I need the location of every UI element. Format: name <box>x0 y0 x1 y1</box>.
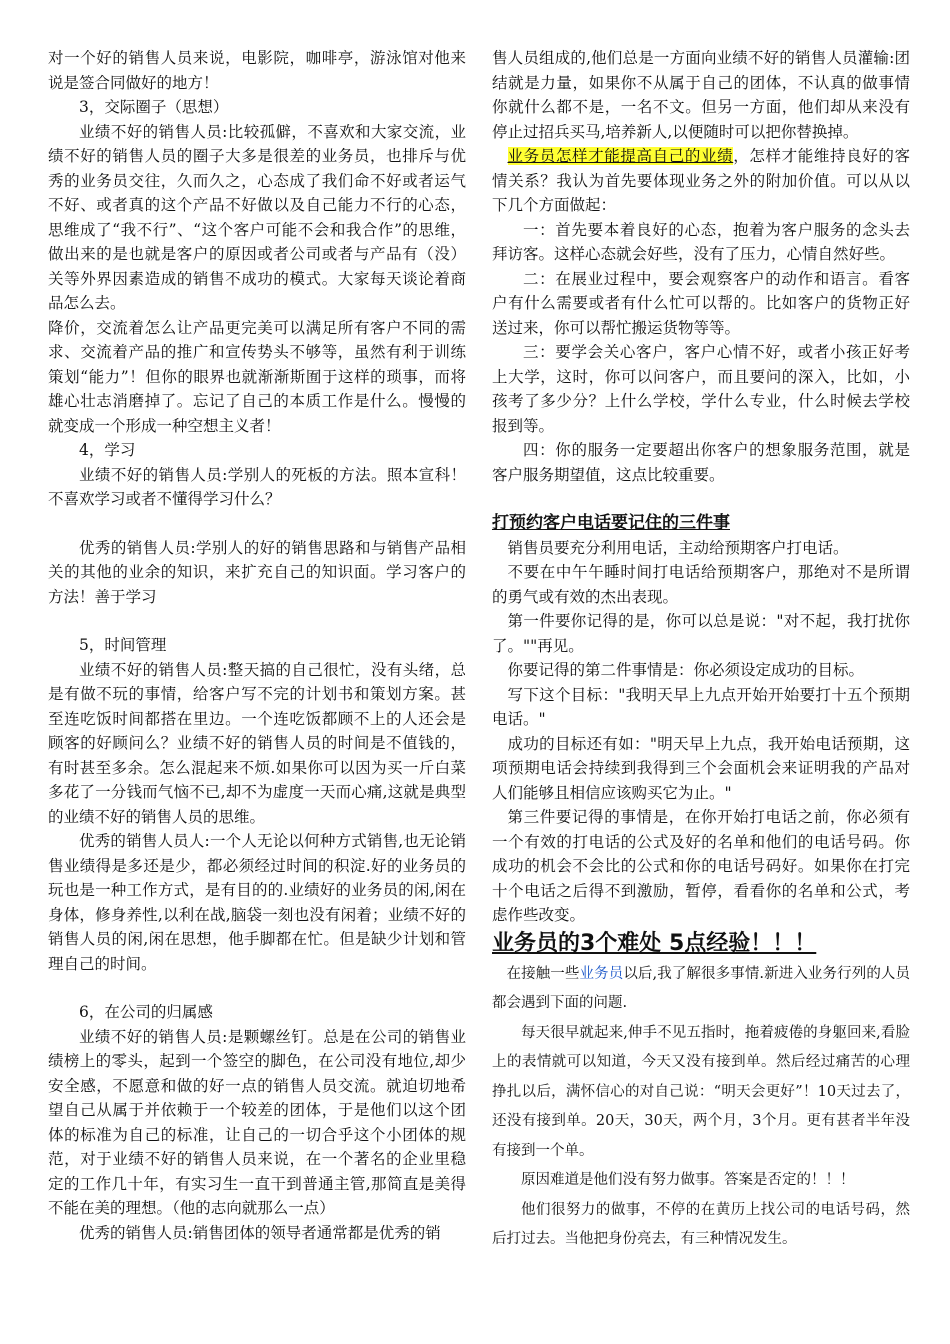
paragraph: 业绩不好的销售人员:是颗螺丝钉。总是在公司的销售业绩榜上的零头，起到一个签空的脚色，在公司没有地位,却少安全感，不愿意和做的好一点的销售人员交流。就迫切地希望自己从属于并依赖于一个较差的团体，于是他们以这个团体的标准为自己的标准，让自己的一切合乎这个小团体的规范，对于业绩不好的销售人员来说，在一个著名的企业里稳定的工作几十年，有实习生一直干到普通主管,那简直是美得不能在美的理想。（他的志向就那么一点） <box>48 1027 466 1217</box>
highlighted-phrase: 业务员怎样才能提高自己的业绩 <box>507 147 734 165</box>
paragraph: 不要在中午午睡时间打电话给预期客户，那绝对不是所谓的勇气或有效的杰出表现。 <box>492 563 910 606</box>
paragraph: 业绩不好的销售人员:学别人的死板的方法。照本宣科！不喜欢学习或者不懂得学习什么？ <box>48 465 466 508</box>
paragraph: 第一件要你记得的是，你可以总是说："对不起，我打扰你了。""再见。 <box>492 612 910 655</box>
list-item: 一：首先要本着良好的心态，抱着为客户服务的念头去拜访客。这样心态就会好些，没有了压力，心情自然好些。 <box>492 220 910 263</box>
paragraph: 业绩不好的销售人员:整天搞的自己很忙，没有头绪，总是有做不玩的事情，给客户写不完的计划书和策划方案。甚至连吃饭时间都搭在里边。一个连吃饭都顾不上的人还会是顾客的好顾问么？业绩不好的销售人员的时间是不值钱的，有时甚至多余。怎么混起来不烦.如果你可以因为买一斤白菜多花了一分钱而气恼不已,却不为虚度一天而心痛,这就是典型的业绩不好的销售人员的思维。 <box>48 660 466 826</box>
spacer <box>48 976 466 1000</box>
section-title-big <box>492 928 910 960</box>
paragraph: 优秀的销售人员:学别人的好的销售思路和与销售产品相 关的其他的业余的知识，来扩充自己的知识面。学习客户的方法！善于学习 <box>48 538 466 606</box>
salesperson-link[interactable]: 业务员 <box>579 965 624 982</box>
section-heading-6: 6，在公司的归属感 <box>79 1003 213 1021</box>
spacer <box>492 487 910 511</box>
section-heading-3: 3，交际圈子（思想） <box>79 98 229 116</box>
list-item: 四：你的服务一定要超出你客户的想象服务范围，就是客户服务期望值，这点比较重要。 <box>492 441 910 484</box>
paragraph: 每天很早就起来,伸手不见五指时，拖着疲倦的身躯回来,看脸上的表情就可以知道，今天又没有接到单。然后经过痛苦的心理挣扎以后，满怀信心的对自己说：“明天会更好”！10天过去了，还没有接到单。20天，30天，两个月，3个月。更有甚者半年没有接到一个单。 <box>492 1024 910 1159</box>
paragraph: 优秀的销售人员人:一个人无论以何种方式销售,也无论销售业绩得是多还是少，都必须经过时间的积淀.好的业务员的玩也是一种工作方式，是有目的的.业绩好的业务员的闲,闲在身体，修身养性,以利在战,脑袋一刻也没有闲着；业绩不好的销售人员的闲,闲在思想，他手脚都在忙。但是缺少计划和管理自己的时间。 <box>48 832 466 973</box>
paragraph: 你要记得的第二件事情是：你必须设定成功的目标。 <box>507 661 865 679</box>
paragraph-text: 在接触一些 <box>506 965 580 982</box>
paragraph-text: ，怎样才能维持良好的客情关系？我认为首先要体现业务之外的附加价值。可以从以下几个方面做起： <box>492 147 910 214</box>
section-title-phone: 打预约客户电话要记住的三件事 <box>492 513 730 533</box>
section-heading-5: 5，时间管理 <box>79 636 167 654</box>
paragraph: 优秀的销售人员:销售团体的领导者通常都是优秀的销 <box>79 1223 441 1242</box>
big-title-text: 业务员的3个难处 5点经验！！！ <box>492 930 817 956</box>
list-item: 二：在展业过程中，要会观察客户的动作和语言。看客户有什么需要或者有什么忙可以帮的。比如客户的货物正好送过来，你可以帮忙搬运货物等等。 <box>492 269 910 337</box>
paragraph: 业绩不好的销售人员:比较孤僻，不喜欢和大家交流，业绩不好的销售人员的圈子大多是很差的业务员，也排斥与优秀的业务员交往，久而久之，心态成了我们命不好或者运气不好、或者真的这个产品不好做以及自己能力不行的心态，思维成了“我不行”、“这个客户可能不会和我合作”的思维，做出来的是也就是客户的原因或者公司或者与产品有（没）关等外界因素造成的销售不成功的模式。大家每天谈论着商品怎么去。 <box>48 122 466 312</box>
paragraph: 销售员要充分利用电话，主动给预期客户打电话。 <box>507 538 849 557</box>
spacer <box>48 609 466 633</box>
paragraph: 原因难道是他们没有努力做事。答案是否定的！！！ <box>521 1172 855 1188</box>
paragraph: 降价，交流着怎么让产品更完美可以满足所有客户不同的需求、交流着产品的推广和宣传势头不够等，虽然有利于训练策划“能力”！但你的眼界也就渐渐斯囿于这样的琐事，而将雄心壮志消磨掉了。忘记了自己的本质工作是什么。慢慢的就变成一个形成一种空想主义者！ <box>48 318 466 435</box>
paragraph: 写下这个目标："我明天早上九点开始开始要打十五个预期电话。" <box>492 685 910 728</box>
section-heading-4: 4，学习 <box>79 441 136 459</box>
paragraph: 对一个好的销售人员来说，电影院，咖啡亭，游泳馆对他来说是签合同做好的地方！ <box>48 49 466 92</box>
paragraph <box>492 960 910 1019</box>
left-column <box>48 46 466 1245</box>
spacer <box>48 512 466 536</box>
list-item: 三：要学会关心客户，客户心情不好，或者小孩正好考上大学，这时，你可以问客户，而且要问的深入，比如，小孩考了多少分？上什么学校，学什么专业，什么时候去学校报到等。 <box>492 343 910 435</box>
paragraph-text: 以后,我了解很多事情.新进入业务行列的人员都会遇到下面的问题. <box>492 965 911 1011</box>
paragraph: 成功的目标还有如："明天早上九点，我开始电话预期，这项预期电话会持续到我得到三个会面机会来证明我的产品对人们能够且相信应该购买它为止。" <box>492 734 910 802</box>
paragraph: 他们很努力的做事，不停的在黄历上找公司的电话号码，然后打过去。当他把身份亮去，有三种情况发生。 <box>492 1201 910 1247</box>
right-column <box>492 46 910 1255</box>
paragraph-highlighted <box>492 144 910 218</box>
paragraph: 售人员组成的,他们总是一方面向业绩不好的销售人员灌输:团结就是力量，如果你不从属于自己的团体，不认真的做事情你就什么都不是，一名不文。但另一方面，他们却从来没有停止过招兵买马,培养新人,以便随时可以把你替换掉。 <box>492 49 910 141</box>
paragraph: 第三件要记得的事情是，在你开始打电话之前，你必须有一个有效的打电话的公式及好的名单和他们的电话号码。你成功的机会不会比的公式和你的电话号码好。如果你在打完十个电话之后得不到激励，暂停，看看你的名单和公式，考虑作些改变。 <box>492 808 910 924</box>
